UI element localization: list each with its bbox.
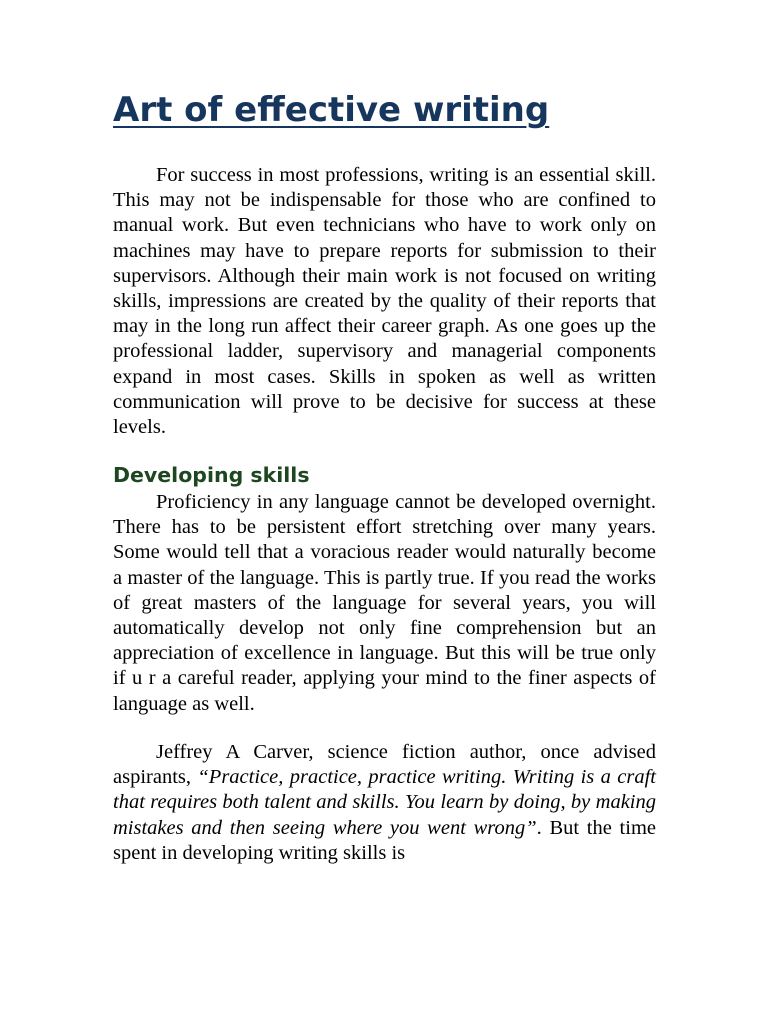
developing-skills-paragraph: Proficiency in any language cannot be developed overnight. There has to be persistent effort stretching over many years. Some would tell that a voracious reader would naturally become a master of the language. This is partly true. If you read the works of great masters of the language for several years, you will automatically develop not only fine comprehension but an appreciation of excellence in language. But this will be true only if u r a careful reader, applying your mind to the finer aspects of language as well. [113,491,656,715]
document-title: Art of effective writing [113,90,550,130]
carver-quote: “Practice, practice, practice writing. Writing is a craft that requires both talent and skills. You learn by doing, by making mistakes and then seeing where you went wrong” [113,766,657,839]
intro-paragraph: For success in most professions, writing is an essential skill. This may not be indispensable for those who are confined to manual work. But even technicians who have to work only on machines may have to prepare reports for submission to their supervisors. Although their main work is not focused on writing skills, impressions are created by the quality of their reports that may in the long run affect their career graph. As one goes up the professional ladder, supervisory and managerial components expand in most cases. Skills in spoken as well as written communication will prove to be decisive for success at these levels. [113,164,656,439]
quote-outro-text: . But the time spent in developing writing skills is [113,816,656,864]
section-heading-developing-skills: Developing skills [113,463,310,487]
quote-intro-text: Jeffrey A Carver, science fiction author, once advised aspirants, [113,741,656,789]
carver-quote-paragraph [113,740,656,866]
